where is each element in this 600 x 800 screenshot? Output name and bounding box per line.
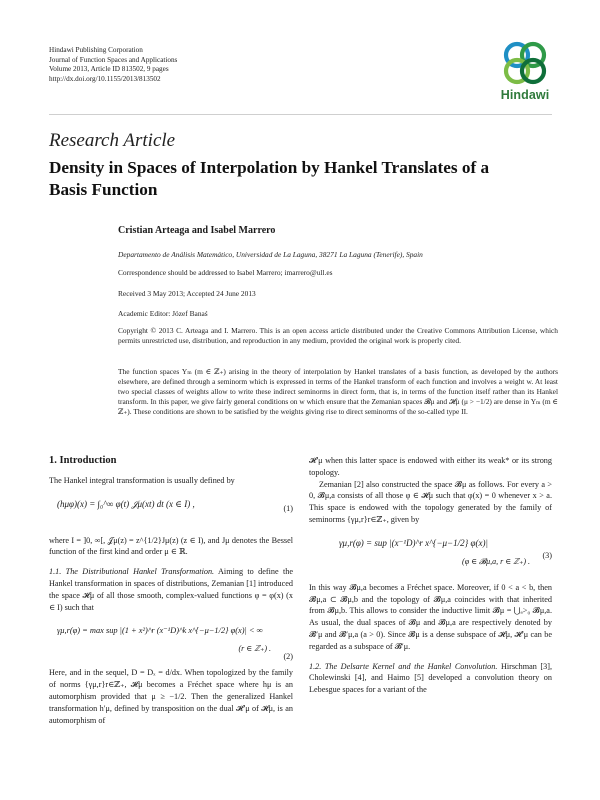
subsection-heading: 1.1. The Distributional Hankel Transformation. bbox=[49, 567, 215, 577]
equation-number: (2) bbox=[283, 652, 293, 662]
equation-number: (1) bbox=[283, 503, 293, 513]
abstract: The function spaces Yₘ (m ∈ ℤ₊) arising in the theory of interpolation by Hankel translates of a basis function, as developed by the authors elsewhere, are defined through a seminorm which is expressed in terms of the Hankel transform of each function and involves a weight w. At least two special classes of weights allow to write these indirect seminorms in direct form, that is, in terms of the function itself rather than its Hankel transform. In this paper, we give fairly general conditions on w which ensure that the Zemanian spaces 𝓑μ and 𝓗μ (μ > −1/2) are dense in Yₘ (m ∈ ℤ₊). These conditions are shown to be satisfied by the weights giving rise to direct seminorms of the so-called type II. bbox=[118, 367, 558, 416]
equation-number: (3) bbox=[542, 550, 552, 560]
paragraph: In this way 𝓑μ,a becomes a Fréchet space. Moreover, if 0 < a < b, then 𝓑μ,a ⊂ 𝓑μ,b and the topology of 𝓑μ,a coincides with that inherited from 𝓑μ,b. This allows to consider the inductive limit 𝓑μ = ⋃ₐ>₀ 𝓑μ,a. As usual, the dual spaces of 𝓑μ and 𝓑μ,a are respectively denoted by 𝓑′μ and 𝓑′μ,a (a > 0). Since 𝓑μ is a dense subspace of 𝓗μ, 𝓗′μ can be regarded as a subspace of 𝓑′μ. bbox=[309, 582, 552, 651]
equation-body: γμ,r(φ) = max sup |(1 + x²)^r (x⁻¹D)^k x^{−μ−1/2} φ(x)| < ∞ bbox=[57, 626, 263, 636]
equation-1 bbox=[49, 491, 293, 531]
equation-3 bbox=[309, 530, 552, 578]
journal-header bbox=[49, 46, 177, 84]
doi-link[interactable]: http://dx.doi.org/10.1155/2013/813502 bbox=[49, 74, 161, 83]
paragraph: 𝓗′μ when this latter space is endowed with either its weak* or its strong topology. bbox=[309, 456, 552, 477]
paragraph: where I = ]0, ∞[, 𝒥μ(z) = z^{1/2}Jμ(z) (z ∈ I), and Jμ denotes the Bessel function of the first kind and order μ ∈ ℝ. bbox=[49, 535, 293, 557]
article-title: Density in Spaces of Interpolation by Hankel Translates of a Basis Function bbox=[49, 158, 490, 199]
paragraph: Zemanian [2] also constructed the space 𝓑μ as follows. For every a > 0, 𝓑μ,a consists of all those φ ∈ 𝓗μ such that φ(x) = 0 whenever x > a. This space is endowed with the topology generated by the family of seminorms {γμ,r}r∈ℤ₊, given by bbox=[309, 479, 552, 524]
correspondence: Correspondence should be addressed to Isabel Marrero; imarrero@ull.es bbox=[118, 268, 333, 277]
article-type: Research Article bbox=[49, 130, 176, 151]
publisher: Hindawi Publishing Corporation bbox=[49, 46, 143, 54]
logo-rings-icon bbox=[496, 40, 554, 86]
subsection-heading: 1.2. The Delsarte Kernel and the Hankel Convolution. bbox=[309, 661, 498, 671]
equation-body: (hμφ)(x) = ∫₀^∞ φ(t) 𝒥μ(xt) dt (x ∈ I) , bbox=[57, 498, 195, 509]
paragraph: Here, and in the sequel, D = Dₓ = d/dx. When topologized by the family of norms {γμ,r}r∈ℤ₊, 𝓗μ becomes a Fréchet space where hμ is an automorphism provided that μ ≥ −1/2. Then the generalized Hankel transformation h′μ, defined by transposition on the dual 𝓗′μ of 𝓗μ, is an automorphism of bbox=[49, 668, 293, 725]
affiliation: Departamento de Análisis Matemático, Universidad de La Laguna, 38271 La Laguna (Tenerife), Spain bbox=[118, 250, 423, 259]
copyright-notice: Copyright © 2013 C. Arteaga and I. Marrero. This is an open access article distributed under the Creative Commons Attribution License, which permits unrestricted use, distribution, and reproduction in any medium, provided the original work is properly cited. bbox=[118, 326, 558, 345]
academic-editor: Academic Editor: Józef Banaś bbox=[118, 309, 208, 318]
equation-body: γμ,r(φ) = sup |(x⁻¹D)^r x^{−μ−1/2} φ(x)| bbox=[339, 537, 488, 548]
right-column bbox=[309, 455, 552, 696]
equation-condition: (φ ∈ 𝓑μ,a, r ∈ ℤ₊) . bbox=[462, 556, 530, 566]
logo-wordmark: Hindawi bbox=[500, 88, 550, 102]
hindawi-logo bbox=[496, 40, 554, 106]
equation-2 bbox=[49, 617, 293, 663]
volume-info: Volume 2013, Article ID 813502, 9 pages bbox=[49, 65, 169, 74]
paragraph: Aiming to define the Hankel transformation in spaces of distributions, Zemanian [1] introduced the space 𝓗μ of all those smooth, complex-valued functions φ = φ(x) (x ∈ I) such that bbox=[49, 567, 293, 612]
left-column bbox=[49, 455, 293, 726]
journal-name: Journal of Function Spaces and Applications bbox=[49, 55, 178, 64]
section-heading-introduction: 1. Introduction bbox=[49, 455, 117, 466]
received-dates: Received 3 May 2013; Accepted 24 June 2013 bbox=[118, 289, 256, 298]
paragraph: Hirschman [3], Cholewinski [4], and Haimo [5] developed a convolution theory on Lebesgue spaces for a variant of the bbox=[309, 661, 553, 695]
header-divider bbox=[49, 114, 552, 115]
authors: Cristian Arteaga and Isabel Marrero bbox=[118, 225, 276, 236]
equation-condition: (r ∈ ℤ₊) . bbox=[238, 644, 271, 654]
paragraph: The Hankel integral transformation is usually defined by bbox=[49, 475, 235, 485]
